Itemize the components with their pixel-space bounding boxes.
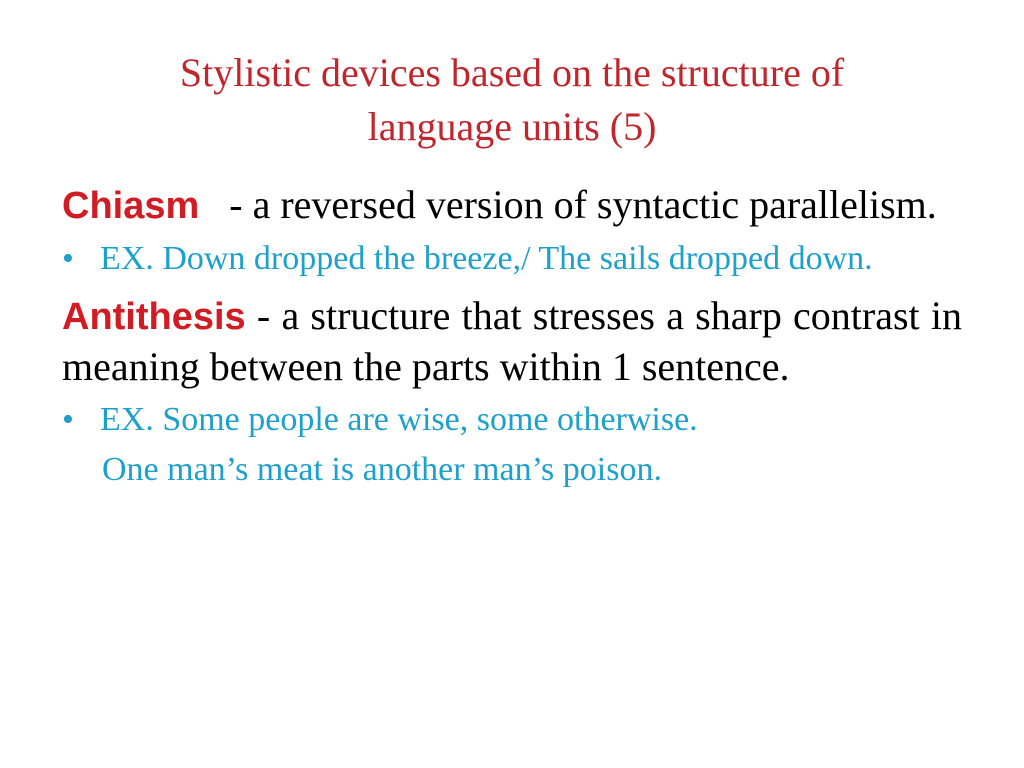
slide-title (60, 46, 964, 154)
chiasm-example-text: EX. Down dropped the breeze,/ The sails dropped down. (100, 240, 873, 277)
chiasm-definition (62, 180, 962, 231)
slide-title-line-2: language units (5) (367, 104, 657, 149)
bullet-icon: • (62, 401, 74, 438)
antithesis-definition (62, 291, 972, 392)
antithesis-definition-text: - a structure that stresses a sharp contrast in meaning between the parts within 1 sentence. (62, 293, 972, 389)
antithesis-example-2: One man’s meat is another man’s poison. (102, 451, 662, 488)
chiasm-example (62, 237, 962, 281)
antithesis-example (62, 398, 962, 442)
chiasm-definition-text: - a reversed version of syntactic parallelism. (199, 182, 937, 227)
antithesis-term: Antithesis (62, 296, 246, 338)
bullet-icon: • (62, 240, 74, 277)
slide-body (62, 180, 972, 492)
slide-title-line-1: Stylistic devices based on the structure of (179, 50, 845, 95)
chiasm-term: Chiasm (62, 185, 200, 227)
antithesis-example-text: EX. Some people are wise, some otherwise. (100, 401, 698, 438)
